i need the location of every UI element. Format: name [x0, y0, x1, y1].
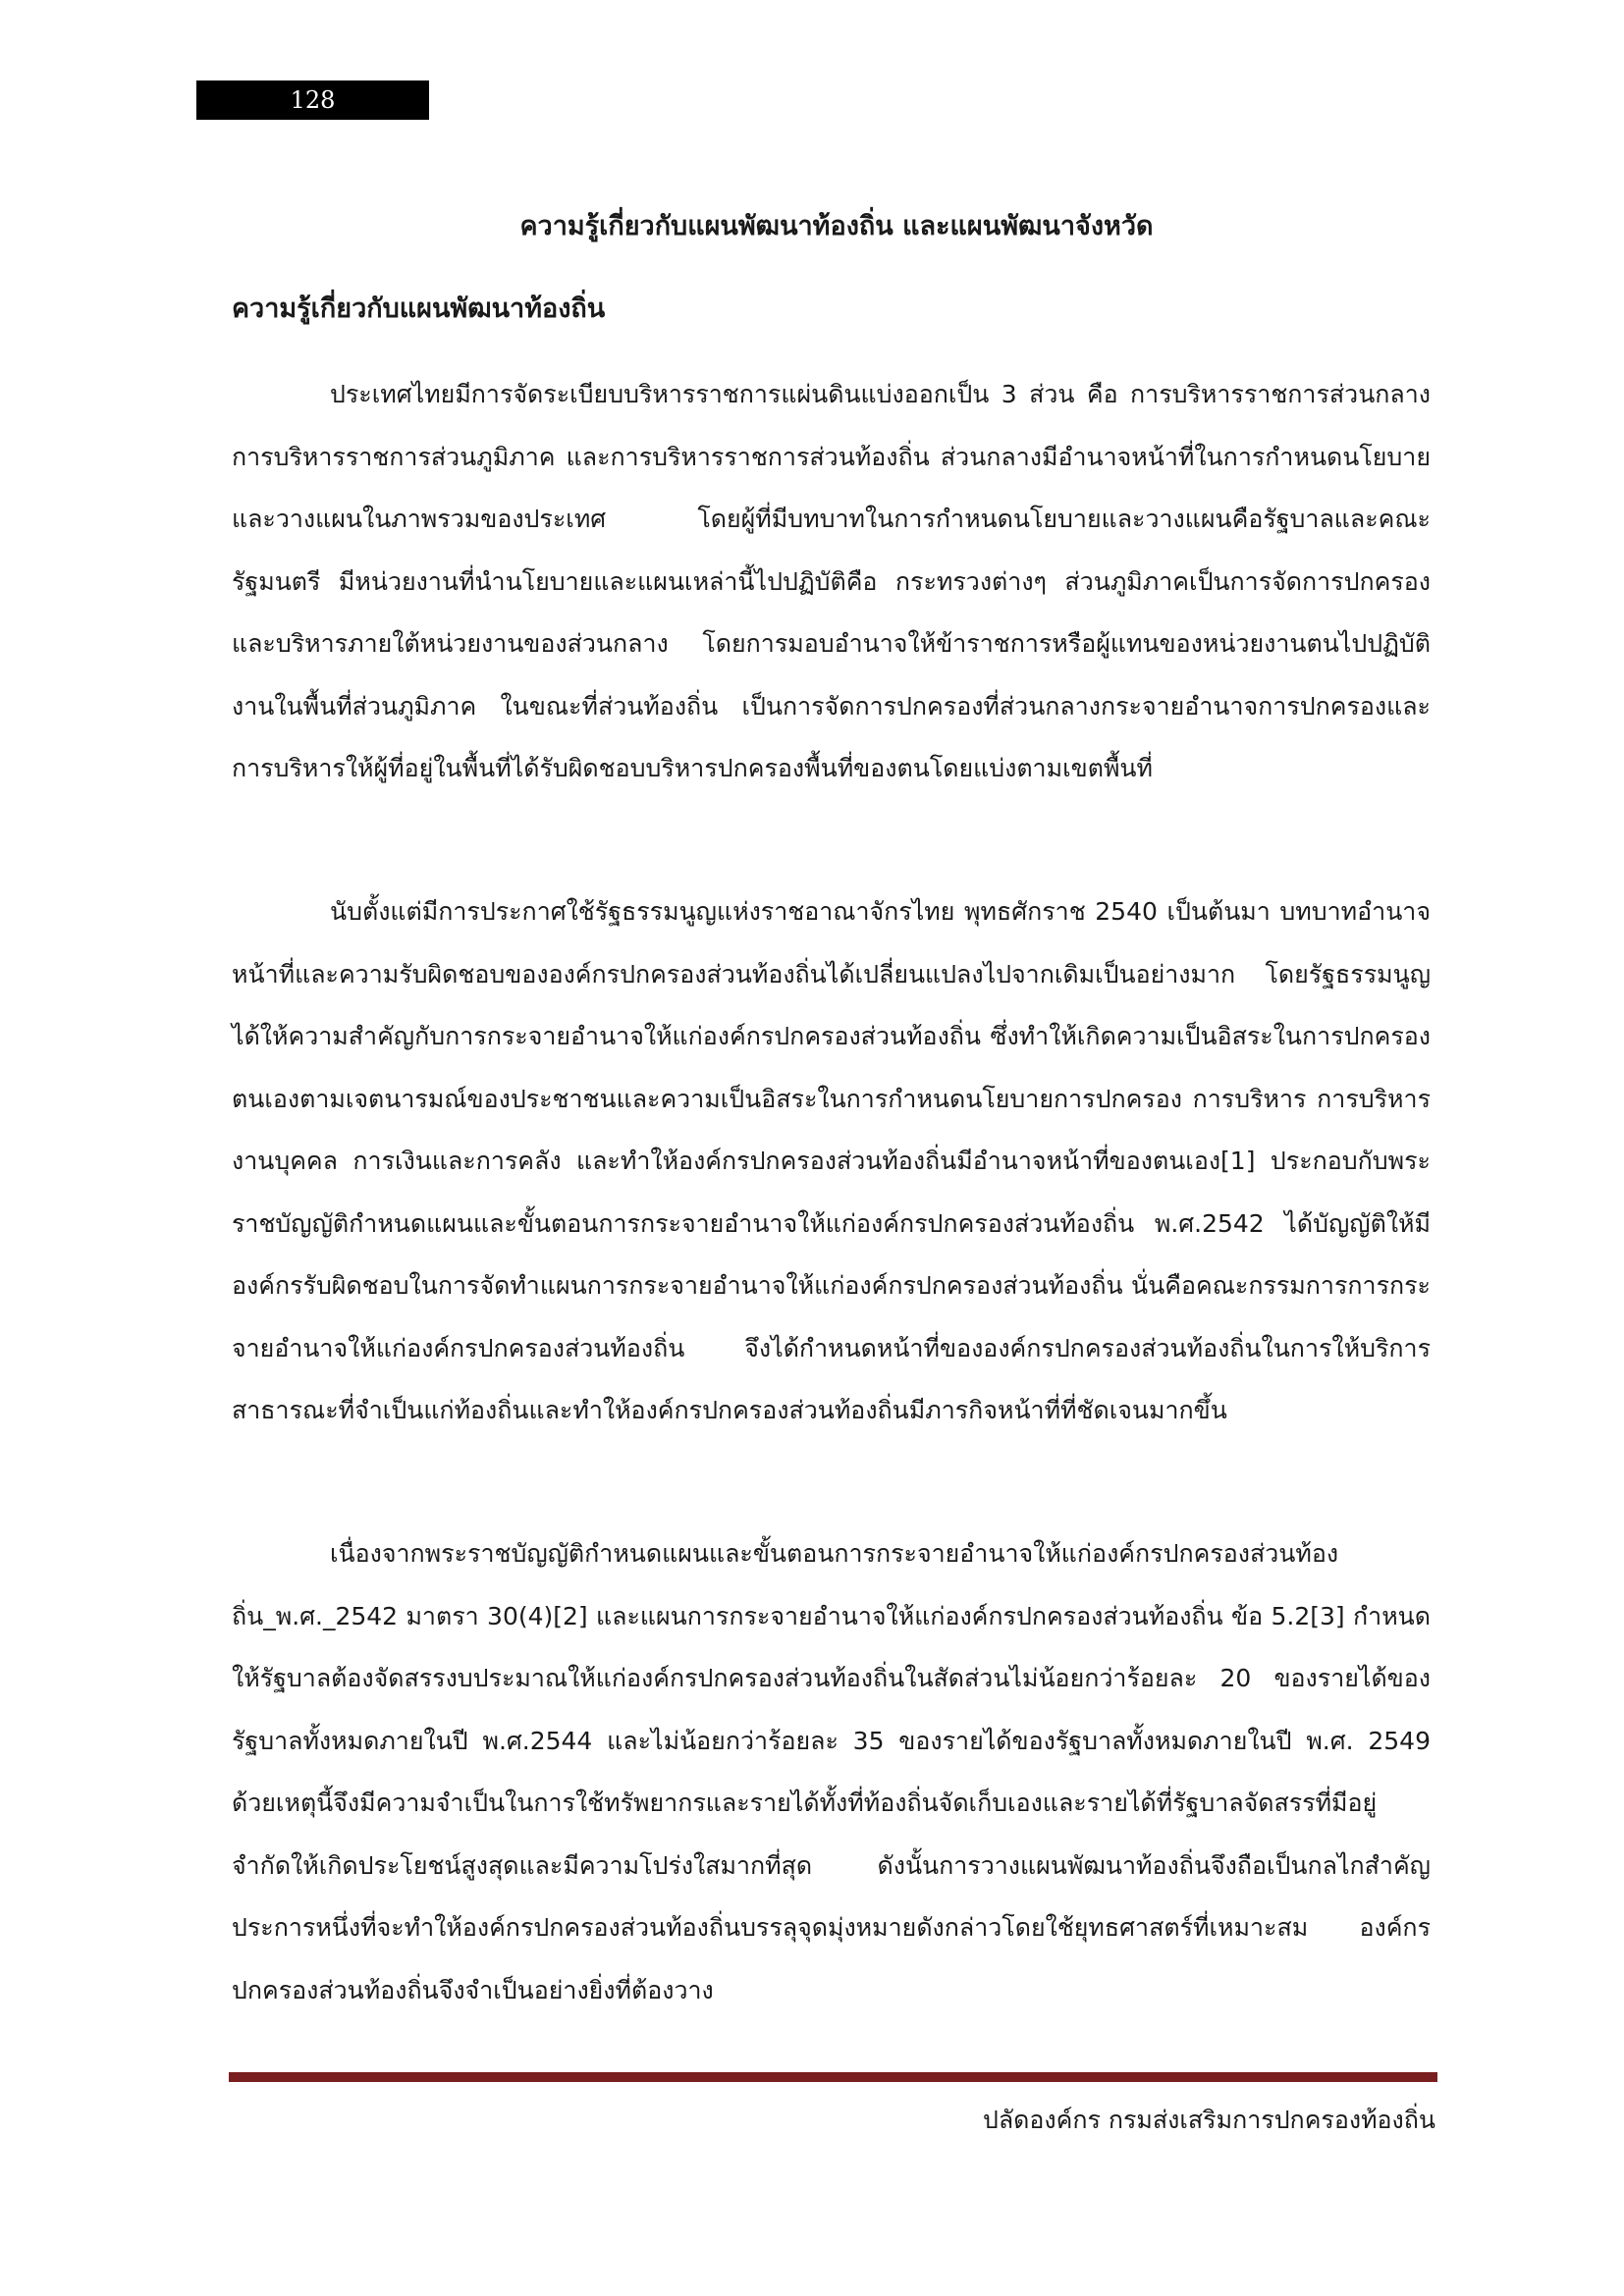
page-number: 128 [196, 80, 429, 120]
section-heading: ความรู้เกี่ยวกับแผนพัฒนาท้องถิ่น [232, 294, 606, 324]
body-paragraph-3: เนื่องจากพระราชบัญญัติกำหนดแผนและขั้นตอนการกระจายอำนาจให้แก่องค์กรปกครองส่วนท้องถิ่น_พ.ศ._2542 มาตรา 30(4)[2] และแผนการกระจายอำนาจให้แก่องค์กรปกครองส่วนท้องถิ่น ข้อ 5.2[3] กำหนดให้รัฐบาลต้องจัดสรรงบประมาณให้แก่องค์กรปกครองส่วนท้องถิ่นในสัดส่วนไม่น้อยกว่าร้อยละ 20 ของรายได้ของรัฐบาลทั้งหมดภายในปี พ.ศ.2544 และไม่น้อยกว่าร้อยละ 35 ของรายได้ของรัฐบาลทั้งหมดภายในปี พ.ศ. 2549 ด้วยเหตุนี้จึงมีความจำเป็นในการใช้ทรัพยากรและรายได้ทั้งที่ท้องถิ่นจัดเก็บเองและรายได้ที่รัฐบาลจัดสรรที่มีอยู่จำกัดให้เกิดประโยชน์สูงสุดและมีความโปร่งใสมากที่สุด ดังนั้นการวางแผนพัฒนาท้องถิ่นจึงถือเป็นกลไกสำคัญประการหนึ่งที่จะทำให้องค์กรปกครองส่วนท้องถิ่นบรรลุจุดมุ่งหมายดังกล่าวโดยใช้ยุทธศาสตร์ที่เหมาะสม องค์กรปกครองส่วนท้องถิ่นจึงจำเป็นอย่างยิ่งที่ต้องวาง [232, 1539, 1431, 2004]
body-paragraph-1: ประเทศไทยมีการจัดระเบียบบริหารราชการแผ่นดินแบ่งออกเป็น 3 ส่วน คือ การบริหารราชการส่วนกลาง การบริหารราชการส่วนภูมิภาค และการบริหารราชการส่วนท้องถิ่น ส่วนกลางมีอำนาจหน้าที่ในการกำหนดนโยบายและวางแผนในภาพรวมของประเทศ โดยผู้ที่มีบทบาทในการกำหนดนโยบายและวางแผนคือรัฐบาลและคณะรัฐมนตรี มีหน่วยงานที่นำนโยบายและแผนเหล่านี้ไปปฏิบัติคือ กระทรวงต่างๆ ส่วนภูมิภาคเป็นการจัดการปกครองและบริหารภายใต้หน่วยงานของส่วนกลาง โดยการมอบอำนาจให้ข้าราชการหรือผู้แทนของหน่วยงานตนไปปฏิบัติงานในพื้นที่ส่วนภูมิภาค ในขณะที่ส่วนท้องถิ่น เป็นการจัดการปกครองที่ส่วนกลางกระจายอำนาจการปกครองและการบริหารให้ผู้ที่อยู่ในพื้นที่ได้รับผิดชอบบริหารปกครองพื้นที่ของตนโดยแบ่งตามเขตพื้นที่ [232, 380, 1431, 782]
footer-divider [229, 2072, 1437, 2082]
body-paragraph-2: นับตั้งแต่มีการประกาศใช้รัฐธรรมนูญแห่งราชอาณาจักรไทย พุทธศักราช 2540 เป็นต้นมา บทบาทอำนาจหน้าที่และความรับผิดชอบขององค์กรปกครองส่วนท้องถิ่นได้เปลี่ยนแปลงไปจากเดิมเป็นอย่างมาก โดยรัฐธรรมนูญได้ให้ความสำคัญกับการกระจายอำนาจให้แก่องค์กรปกครองส่วนท้องถิ่น ซึ่งทำให้เกิดความเป็นอิสระในการปกครองตนเองตามเจตนารมณ์ของประชาชนและความเป็นอิสระในการกำหนดนโยบายการปกครอง การบริหาร การบริหารงานบุคคล การเงินและการคลัง และทำให้องค์กรปกครองส่วนท้องถิ่นมีอำนาจหน้าที่ของตนเอง[1] ประกอบกับพระราชบัญญัติกำหนดแผนและขั้นตอนการกระจายอำนาจให้แก่องค์กรปกครองส่วนท้องถิ่น พ.ศ.2542 ได้บัญญัติให้มีองค์กรรับผิดชอบในการจัดทำแผนการกระจายอำนาจให้แก่องค์กรปกครองส่วนท้องถิ่น นั่นคือคณะกรรมการการกระจายอำนาจให้แก่องค์กรปกครองส่วนท้องถิ่น จึงได้กำหนดหน้าที่ขององค์กรปกครองส่วนท้องถิ่นในการให้บริการสาธารณะที่จำเป็นแก่ท้องถิ่นและทำให้องค์กรปกครองส่วนท้องถิ่นมีภารกิจหน้าที่ที่ชัดเจนมากขึ้น [232, 897, 1431, 1424]
footer-organization: ปลัดองค์กร กรมส่งเสริมการปกครองท้องถิ่น [982, 2106, 1435, 2134]
document-title: ความรู้เกี่ยวกับแผนพัฒนาท้องถิ่น และแผนพัฒนาจังหวัด [519, 211, 1154, 241]
